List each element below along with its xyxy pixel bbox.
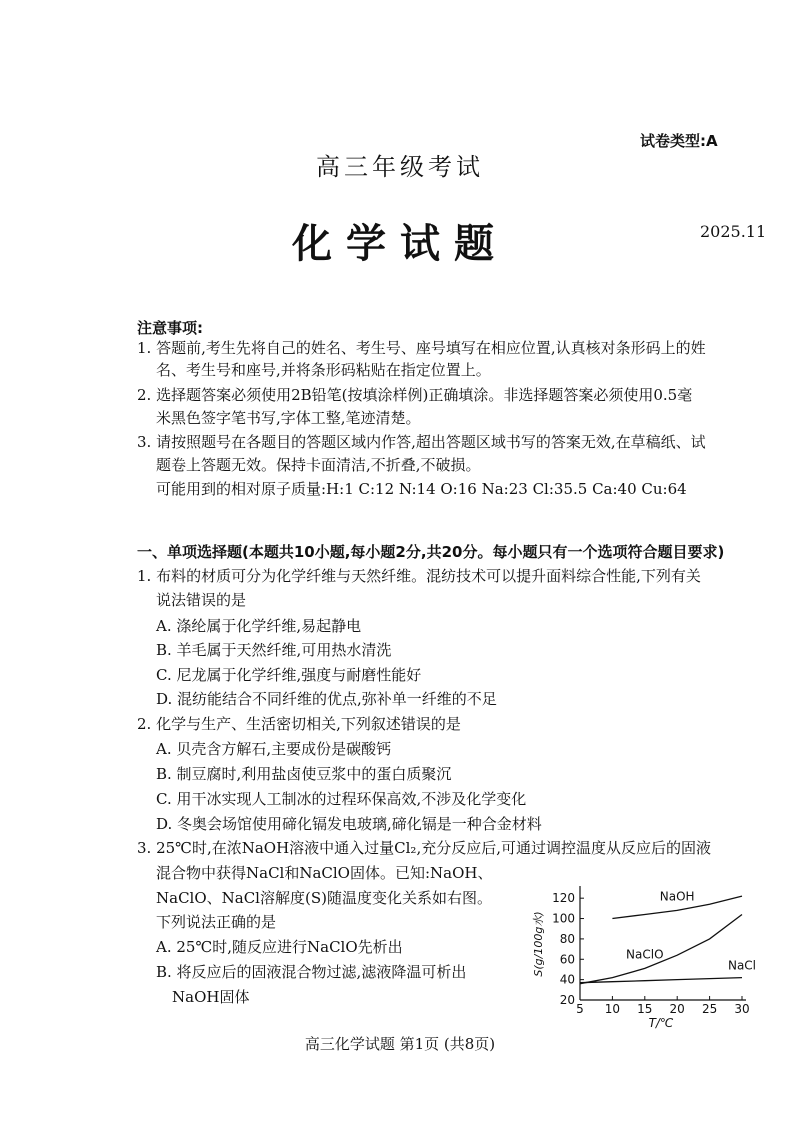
question-stem: 混合物中获得NaCl和NaClO固体。已知:NaOH、 bbox=[156, 864, 493, 882]
x-tick-label: 15 bbox=[637, 1002, 653, 1016]
notes-line: 名、考生号和座号,并将条形码粘贴在指定位置上。 bbox=[156, 361, 491, 379]
question-stem: 2. 化学与生产、生活密切相关,下列叙述错误的是 bbox=[137, 715, 461, 733]
page-footer: 高三化学试题 第1页 (共8页) bbox=[304, 1035, 496, 1053]
exam-grade-title: 高三年级考试 bbox=[316, 153, 484, 181]
notes-line: 米黑色签字笔书写,字体工整,笔迹清楚。 bbox=[156, 409, 421, 427]
exam-subject-title: 化学试题 bbox=[292, 220, 508, 267]
question-option: B. 将反应后的固液混合物过滤,滤液降温可析出 bbox=[156, 963, 467, 981]
question-stem: 说法错误的是 bbox=[156, 591, 247, 609]
series-line-nacl bbox=[580, 978, 742, 983]
question-stem: NaClO、NaCl溶解度(S)随温度变化关系如右图。 bbox=[156, 889, 492, 907]
paper-type-label: 试卷类型:A bbox=[640, 132, 718, 150]
question-option: A. 涤纶属于化学纤维,易起静电 bbox=[156, 617, 362, 635]
y-tick-label: 100 bbox=[552, 911, 575, 926]
question-option: B. 羊毛属于天然纤维,可用热水清洗 bbox=[156, 641, 392, 659]
series-label: NaOH bbox=[659, 889, 695, 904]
x-tick-label: 20 bbox=[669, 1002, 685, 1016]
exam-date: 2025.11 bbox=[700, 222, 767, 241]
question-option: D. 冬奥会场馆使用碲化镉发电玻璃,碲化镉是一种合金材料 bbox=[156, 815, 542, 833]
notes-heading: 注意事项: bbox=[137, 319, 203, 337]
y-tick-label: 20 bbox=[559, 993, 575, 1007]
question-option: A. 25℃时,随反应进行NaClO先析出 bbox=[156, 938, 403, 956]
solubility-chart bbox=[520, 880, 770, 1030]
question-option: B. 制豆腐时,利用盐卤使豆浆中的蛋白质聚沉 bbox=[156, 765, 452, 783]
x-tick-label: 30 bbox=[734, 1002, 750, 1016]
y-tick-label: 60 bbox=[559, 952, 575, 967]
x-tick-label: 25 bbox=[701, 1002, 718, 1016]
atomic-mass-line: 可能用到的相对原子质量:H:1 C:12 N:14 O:16 Na:23 Cl:35.5 Ca:40 Cu:64 bbox=[156, 480, 687, 498]
notes-line: 2. 选择题答案必须使用2B铅笔(按填涂样例)正确填涂。非选择题答案必须使用0.5毫 bbox=[137, 386, 693, 404]
x-tick-label: 5 bbox=[576, 1002, 584, 1016]
notes-line: 题卷上答题无效。保持卡面清洁,不折叠,不破损。 bbox=[156, 456, 481, 474]
question-option: C. 尼龙属于化学纤维,强度与耐磨性能好 bbox=[156, 666, 422, 684]
question-option: C. 用干冰实现人工制冰的过程环保高效,不涉及化学变化 bbox=[156, 790, 527, 808]
series-label: NaClO bbox=[626, 947, 664, 962]
section-heading: 一、单项选择题(本题共10小题,每小题2分,共20分。每小题只有一个选项符合题目要求) bbox=[137, 543, 725, 561]
y-tick-label: 120 bbox=[552, 891, 575, 906]
notes-line: 1. 答题前,考生先将自己的姓名、考生号、座号填写在相应位置,认真核对条形码上的姓 bbox=[137, 339, 706, 357]
y-axis-label: S(g/100g水) bbox=[532, 911, 545, 977]
series-label: NaCl bbox=[727, 958, 757, 973]
question-stem: 1. 布料的材质可分为化学纤维与天然纤维。混纺技术可以提升面料综合性能,下列有关 bbox=[137, 567, 701, 585]
notes-line: 3. 请按照题号在各题目的答题区域内作答,超出答题区域书写的答案无效,在草稿纸、试 bbox=[137, 433, 706, 451]
x-axis-label: T/℃ bbox=[648, 1016, 674, 1030]
question-option: A. 贝壳含方解石,主要成份是碳酸钙 bbox=[156, 740, 392, 758]
question-stem: 3. 25℃时,在浓NaOH溶液中通入过量Cl₂,充分反应后,可通过调控温度从反应后的固液 bbox=[137, 839, 711, 857]
question-option: NaOH固体 bbox=[172, 988, 250, 1006]
question-option: D. 混纺能结合不同纤维的优点,弥补单一纤维的不足 bbox=[156, 690, 497, 708]
question-stem: 下列说法正确的是 bbox=[156, 913, 277, 931]
x-tick-label: 10 bbox=[604, 1002, 621, 1016]
y-tick-label: 80 bbox=[559, 931, 575, 946]
y-tick-label: 40 bbox=[559, 972, 575, 987]
